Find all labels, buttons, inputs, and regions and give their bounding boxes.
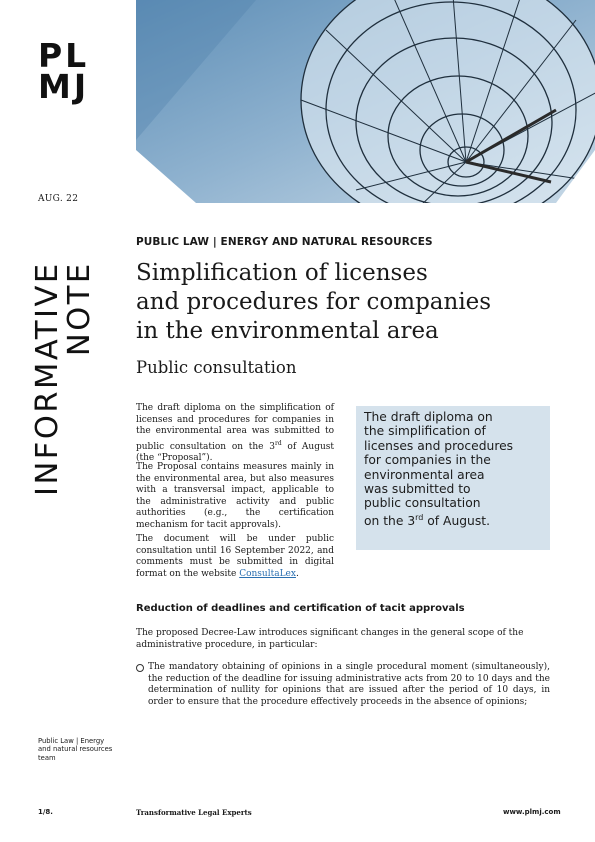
list-item: [136, 662, 550, 708]
p1-text: The draft diploma on the simplification of licenses and procedures for companies in the environmental area was submitted to public consultation on the 3: [136, 403, 334, 452]
p1-text-end: of August (the “Proposal”).: [136, 441, 335, 464]
page-number: 1/8.: [38, 808, 53, 816]
p1-superscript: rd: [274, 439, 282, 447]
footer-website[interactable]: www.plmj.com: [503, 808, 561, 816]
section-intro: The proposed Decree-Law introduces significant changes in the general scope of the administrative procedure, in particular:: [136, 628, 524, 650]
satellite-dish-image: [136, 0, 595, 203]
team-label: Public Law | Energy and natural resources team: [38, 737, 113, 762]
hero-image: [136, 0, 595, 203]
intro-paragraph-2: The Proposal contains measures mainly in the environmental area, but also measures with a transversal impact, applicable to the administrative activity and public authorities (e.g., the certification mechanism for tacit approvals).: [136, 462, 334, 530]
intro-paragraph-3: [136, 534, 334, 580]
callout-text-end: of August.: [423, 513, 490, 528]
footer-tagline: Transformative Legal Experts: [136, 808, 252, 817]
practice-area-label: PUBLIC LAW | ENERGY AND NATURAL RESOURCES: [136, 236, 433, 248]
callout-superscript: rd: [415, 512, 424, 522]
issue-date: AUG. 22: [38, 194, 79, 204]
bullet-circle-icon: [136, 664, 144, 672]
vertical-title-line2: NOTE: [62, 261, 97, 357]
callout-text-main: The draft diploma on the simplification of licenses and procedures for companies in the environmental area was submitted to public consultation on the 3: [364, 410, 514, 528]
document-title: Simplification of licenses and procedures for companies in the environmental area: [136, 260, 492, 344]
callout-text: [364, 410, 542, 528]
plmj-logo: PL MJ: [38, 36, 90, 106]
p3-text-end: .: [295, 568, 299, 579]
list-item-text: The mandatory obtaining of opinions in a single procedural moment (simultaneously), the reduction of the deadline for issuing administrative acts from 20 to 10 days and the determination of nullity for opinions that are issued after the period of 10 days, in order to ensure that the procedure effectively proceeds in the absence of opinions;: [148, 662, 550, 707]
section-heading: Reduction of deadlines and certification of tacit approvals: [136, 603, 465, 614]
vertical-title-line1: INFORMATIVE: [30, 261, 65, 496]
p3-text: The document will be under public consultation until 16 September 2022, and comments must be submitted in digital format on the website: [136, 534, 334, 579]
intro-paragraph-1: [136, 403, 334, 465]
vertical-document-type: [32, 261, 96, 496]
highlight-callout: [356, 406, 550, 550]
document-subtitle: Public consultation: [136, 358, 297, 377]
consultalex-link[interactable]: ConsultaLex: [239, 568, 296, 579]
